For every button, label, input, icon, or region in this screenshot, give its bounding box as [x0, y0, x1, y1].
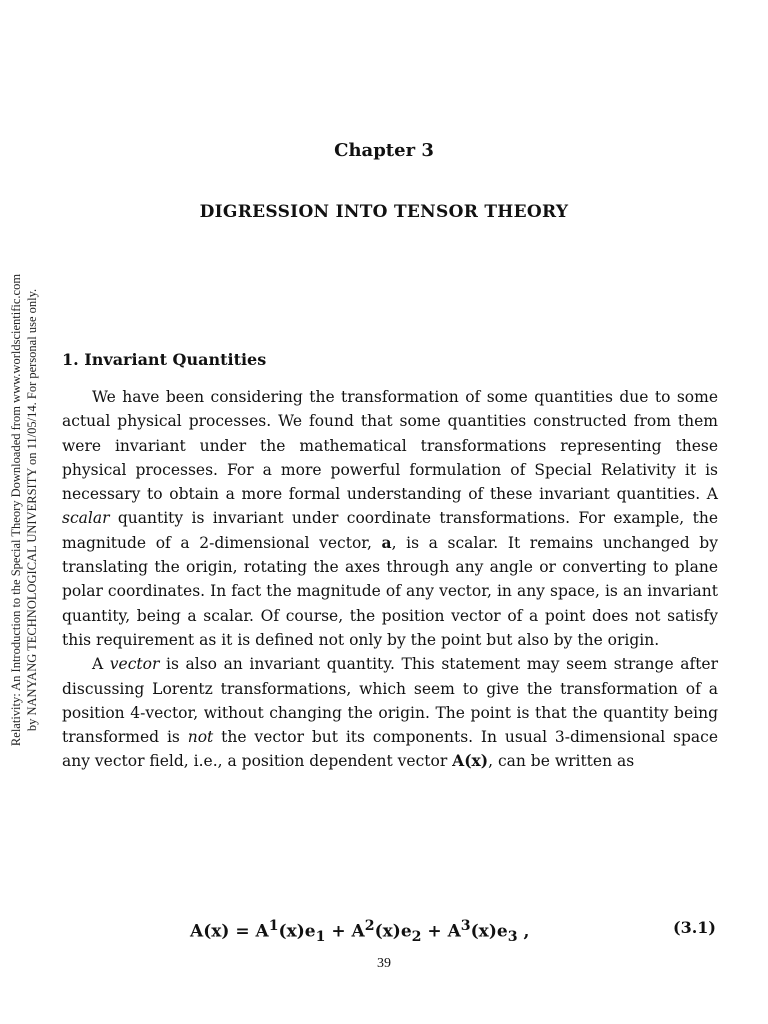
section-heading: 1. Invariant Quantities: [62, 350, 267, 369]
term-not: not: [187, 728, 214, 747]
equation-expression: $A(x) = A^1(x)e_1 + A^2(x)e_2 + A^3(x)e_3$ ,: [190, 918, 530, 946]
paragraph-2: A vector is also an invariant quantity. This statement may seem strange after discussing Lorentz transformations, which seem to give the transformation of a position 4-vector, without changing the origin. The point is that the quantity being transformed is not the vector but its components. In usual 3-dimensional space any vector field, i.e., a position dependent vector A(x), can be written as: [62, 655, 718, 771]
term-vector: vector: [109, 655, 160, 674]
chapter-title: DIGRESSION INTO TENSOR THEORY: [199, 202, 569, 222]
equation-number: (3.1): [673, 918, 716, 937]
page-number: 39: [377, 956, 391, 971]
symbol-A-x: A(x): [452, 751, 489, 771]
download-notice-text: [8, 210, 42, 810]
body-text: [62, 385, 718, 774]
symbol-a: a: [381, 532, 392, 552]
download-notice-line-1: Relativity: An Introduction to the Special Theory Downloaded from www.worldscientific.com: [9, 273, 23, 747]
paragraph-1: We have been considering the transformation of some quantities due to some actual physical processes. We found that some quantities constructed from them were invariant under the mathematical transformations representing these physical processes. For a more powerful formulation of Special Relativity it is necessary to obtain a more formal understanding of these invariant quantities. A scalar quantity is invariant under coordinate transformations. For example, the magnitude of a 2-dimensional vector, a, is a scalar. It remains unchanged by translating the origin, rotating the axes through any angle or converting to plane polar coordinates. In fact the magnitude of any vector, in any space, is an invariant quantity, being a scalar. Of course, the position vector of a point does not satisfy this requirement as it is defined not only by the point but also by the origin.: [62, 388, 718, 649]
download-notice-line-2: by NANYANG TECHNOLOGICAL UNIVERSITY on 11/05/14. For personal use only.: [25, 288, 39, 732]
equation-3-1: [62, 918, 718, 946]
term-scalar: scalar: [62, 509, 110, 528]
chapter-label: Chapter 3: [334, 140, 434, 161]
